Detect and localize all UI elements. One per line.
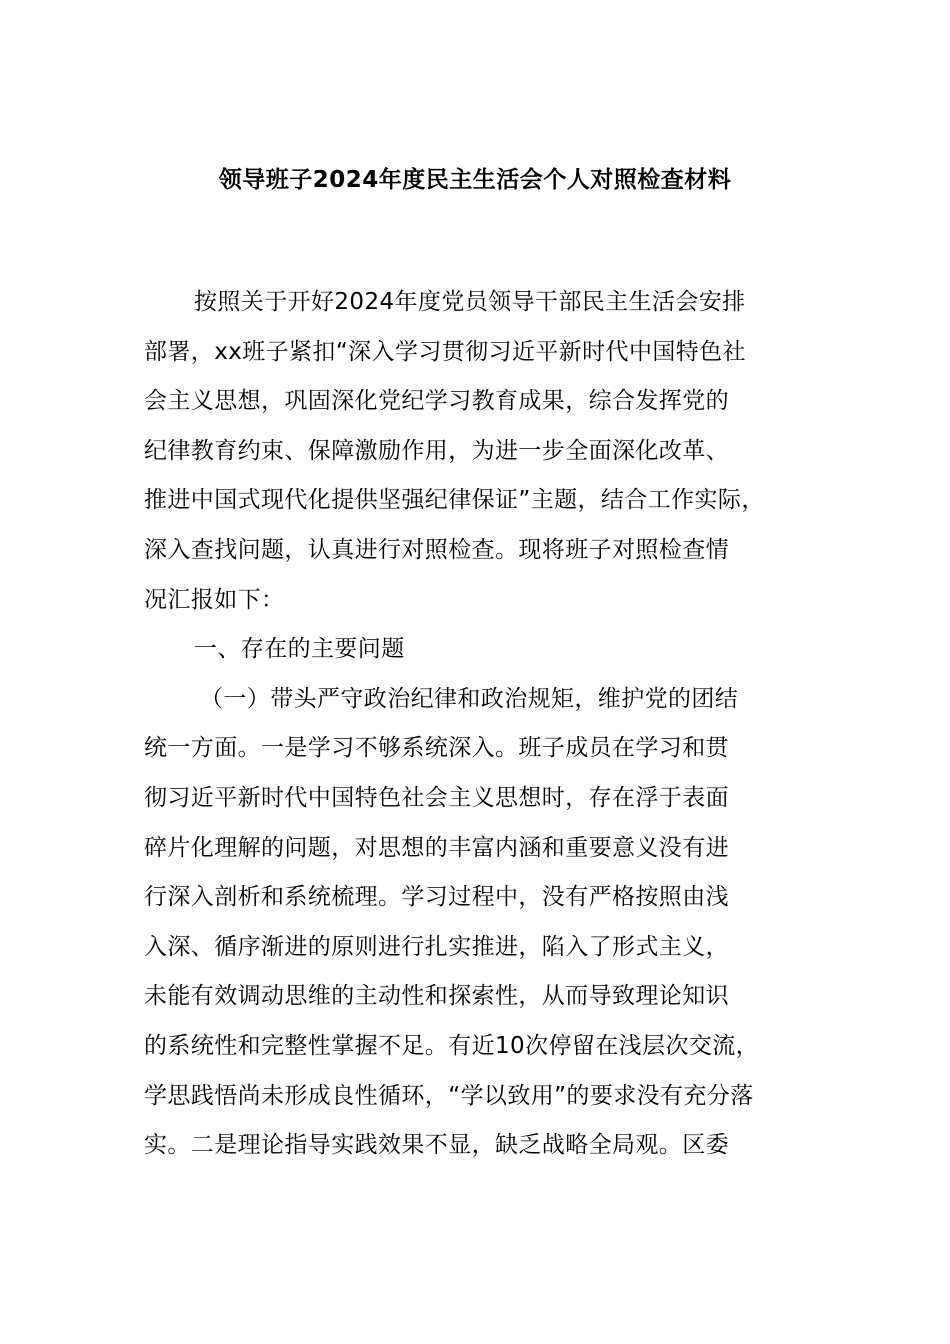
body-line: 况汇报如下： [144,586,285,613]
body-line: 按照关于开好2024年度党员领导干部民主生活会安排 [194,289,746,315]
body-line: 入深、循序渐进的原则进行扎实推进，陷入了形式主义， [144,933,729,960]
body-line: 深入查找问题，认真进行对照检查。现将班子对照检查情 [144,537,729,563]
body-line: 推进中国式现代化提供坚强纪律保证”主题，结合工作实际， [144,487,765,514]
subsection-heading: （一）带头严守政治纪律和政治规矩，维护党的团结 [200,685,739,712]
body-line: 纪律教育约束、保障激励作用，为进一步全面深化改革、 [144,437,729,464]
body-line: 碎片化理解的问题，对思想的丰富内涵和重要意义没有进 [144,834,729,861]
document-title: 领导班子2024年度民主生活会个人对照检查材料 [218,167,732,193]
body-line: 彻习近平新时代中国特色社会主义思想时，存在浮于表面 [144,785,729,811]
section-heading: 一、存在的主要问题 [194,636,405,663]
body-line: 统一方面。一是学习不够系统深入。班子成员在学习和贯 [144,735,729,762]
body-line: 实。二是理论指导实践效果不显，缺乏战略全局观。区委 [144,1132,729,1159]
body-line: 未能有效调动思维的主动性和探索性，从而导致理论知识 [144,983,729,1010]
body-line: 行深入剖析和系统梳理。学习过程中，没有严格按照由浅 [144,884,729,911]
body-line: 部署，xx班子紧扣“深入学习贯彻习近平新时代中国特色社 [144,338,746,365]
body-line: 学思践悟尚未形成良性循环，“学以致用”的要求没有充分落 [144,1082,754,1109]
body-line: 会主义思想，巩固深化党纪学习教育成果，综合发挥党的 [144,388,729,415]
body-line: 的系统性和完整性掌握不足。有近10次停留在浅层次交流， [144,1033,760,1059]
